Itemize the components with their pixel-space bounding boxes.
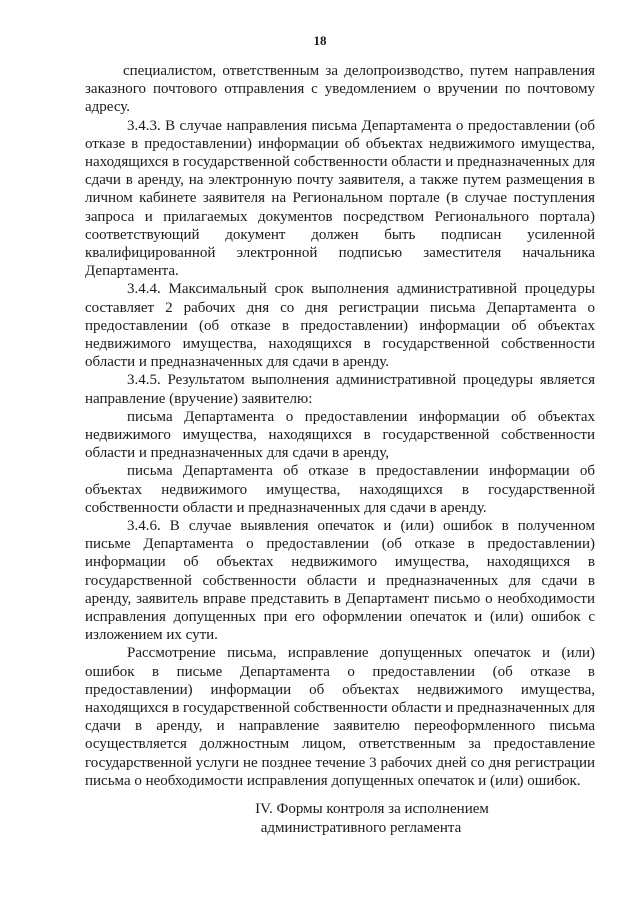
list-item-provision: письма Департамента о предоставлении информации об объектах недвижимого имущества, находящихся в государственной собственности области и предназначенных для сдачи в аренду, — [85, 408, 595, 462]
section-heading-line-2: административного регламента — [260, 820, 462, 836]
paragraph-3-4-6: 3.4.6. В случае выявления опечаток и (или) ошибок в полученном письме Департамента о предоставлении (об отказе в предоставлении) информации об объектах недвижимого имущества, находящихся в государственной собственности области и предназначенных для сдачи в аренду, заявитель вправе представить в Департамент письмо о необходимости исправления допущенных при его оформлении опечаток и (или) ошибок с изложением их сути. — [85, 517, 595, 644]
section-heading-line-1: IV. Формы контроля за исполнением — [255, 801, 489, 817]
page-number: 18 — [313, 33, 327, 48]
paragraph-3-4-5: 3.4.5. Результатом выполнения административной процедуры является направление (вручение) заявителю: — [85, 372, 595, 407]
document-body — [85, 62, 595, 790]
paragraph-3-4-4: 3.4.4. Максимальный срок выполнения административной процедуры составляет 2 рабочих дня со дня регистрации письма Департамента о предоставлении (об отказе в предоставлении) информации об объектах недвижимого имущества, находящихся в государственной собственности области и предназначенных для сдачи в аренду. — [85, 281, 595, 371]
list-item-refusal: письма Департамента об отказе в предоставлении информации об объектах недвижимого имущества, находящихся в государственной собственности области и предназначенных для сдачи в аренду. — [85, 463, 595, 516]
paragraph-3-4-3: 3.4.3. В случае направления письма Департамента о предоставлении (об отказе в предоставлении) информации об объектах недвижимого имущества, находящихся в государственной собственности области и предназначенных для сдачи в аренду, на электронную почту заявителя, а также путем размещения в личном кабинете заявителя на Региональном портале (в случае поступления запроса и прилагаемых документов посредством Регионального портала) соответствующий документ должен быть подписан усиленной квалифицированной электронной подписью заместителя начальника Департамента. — [85, 117, 595, 280]
section-heading — [0, 800, 640, 838]
paragraph-review: Рассмотрение письма, исправление допущенных опечаток и (или) ошибок в письме Департамента о предоставлении (об отказе в предоставлении) информации об объектах недвижимого имущества, находящихся в государственной собственности области и предназначенных для сдачи в аренду, и направление заявителю переоформленного письма осуществляется должностным лицом, ответственным за предоставление государственной услуги не позднее течение 3 рабочих дней со дня регистрации письма о необходимости исправления допущенных опечаток и (или) ошибок. — [85, 645, 595, 789]
paragraph-continuation: специалистом, ответственным за делопроизводство, путем направления заказного почтового отправления с уведомлением о вручении по почтовому адресу. — [85, 63, 595, 116]
